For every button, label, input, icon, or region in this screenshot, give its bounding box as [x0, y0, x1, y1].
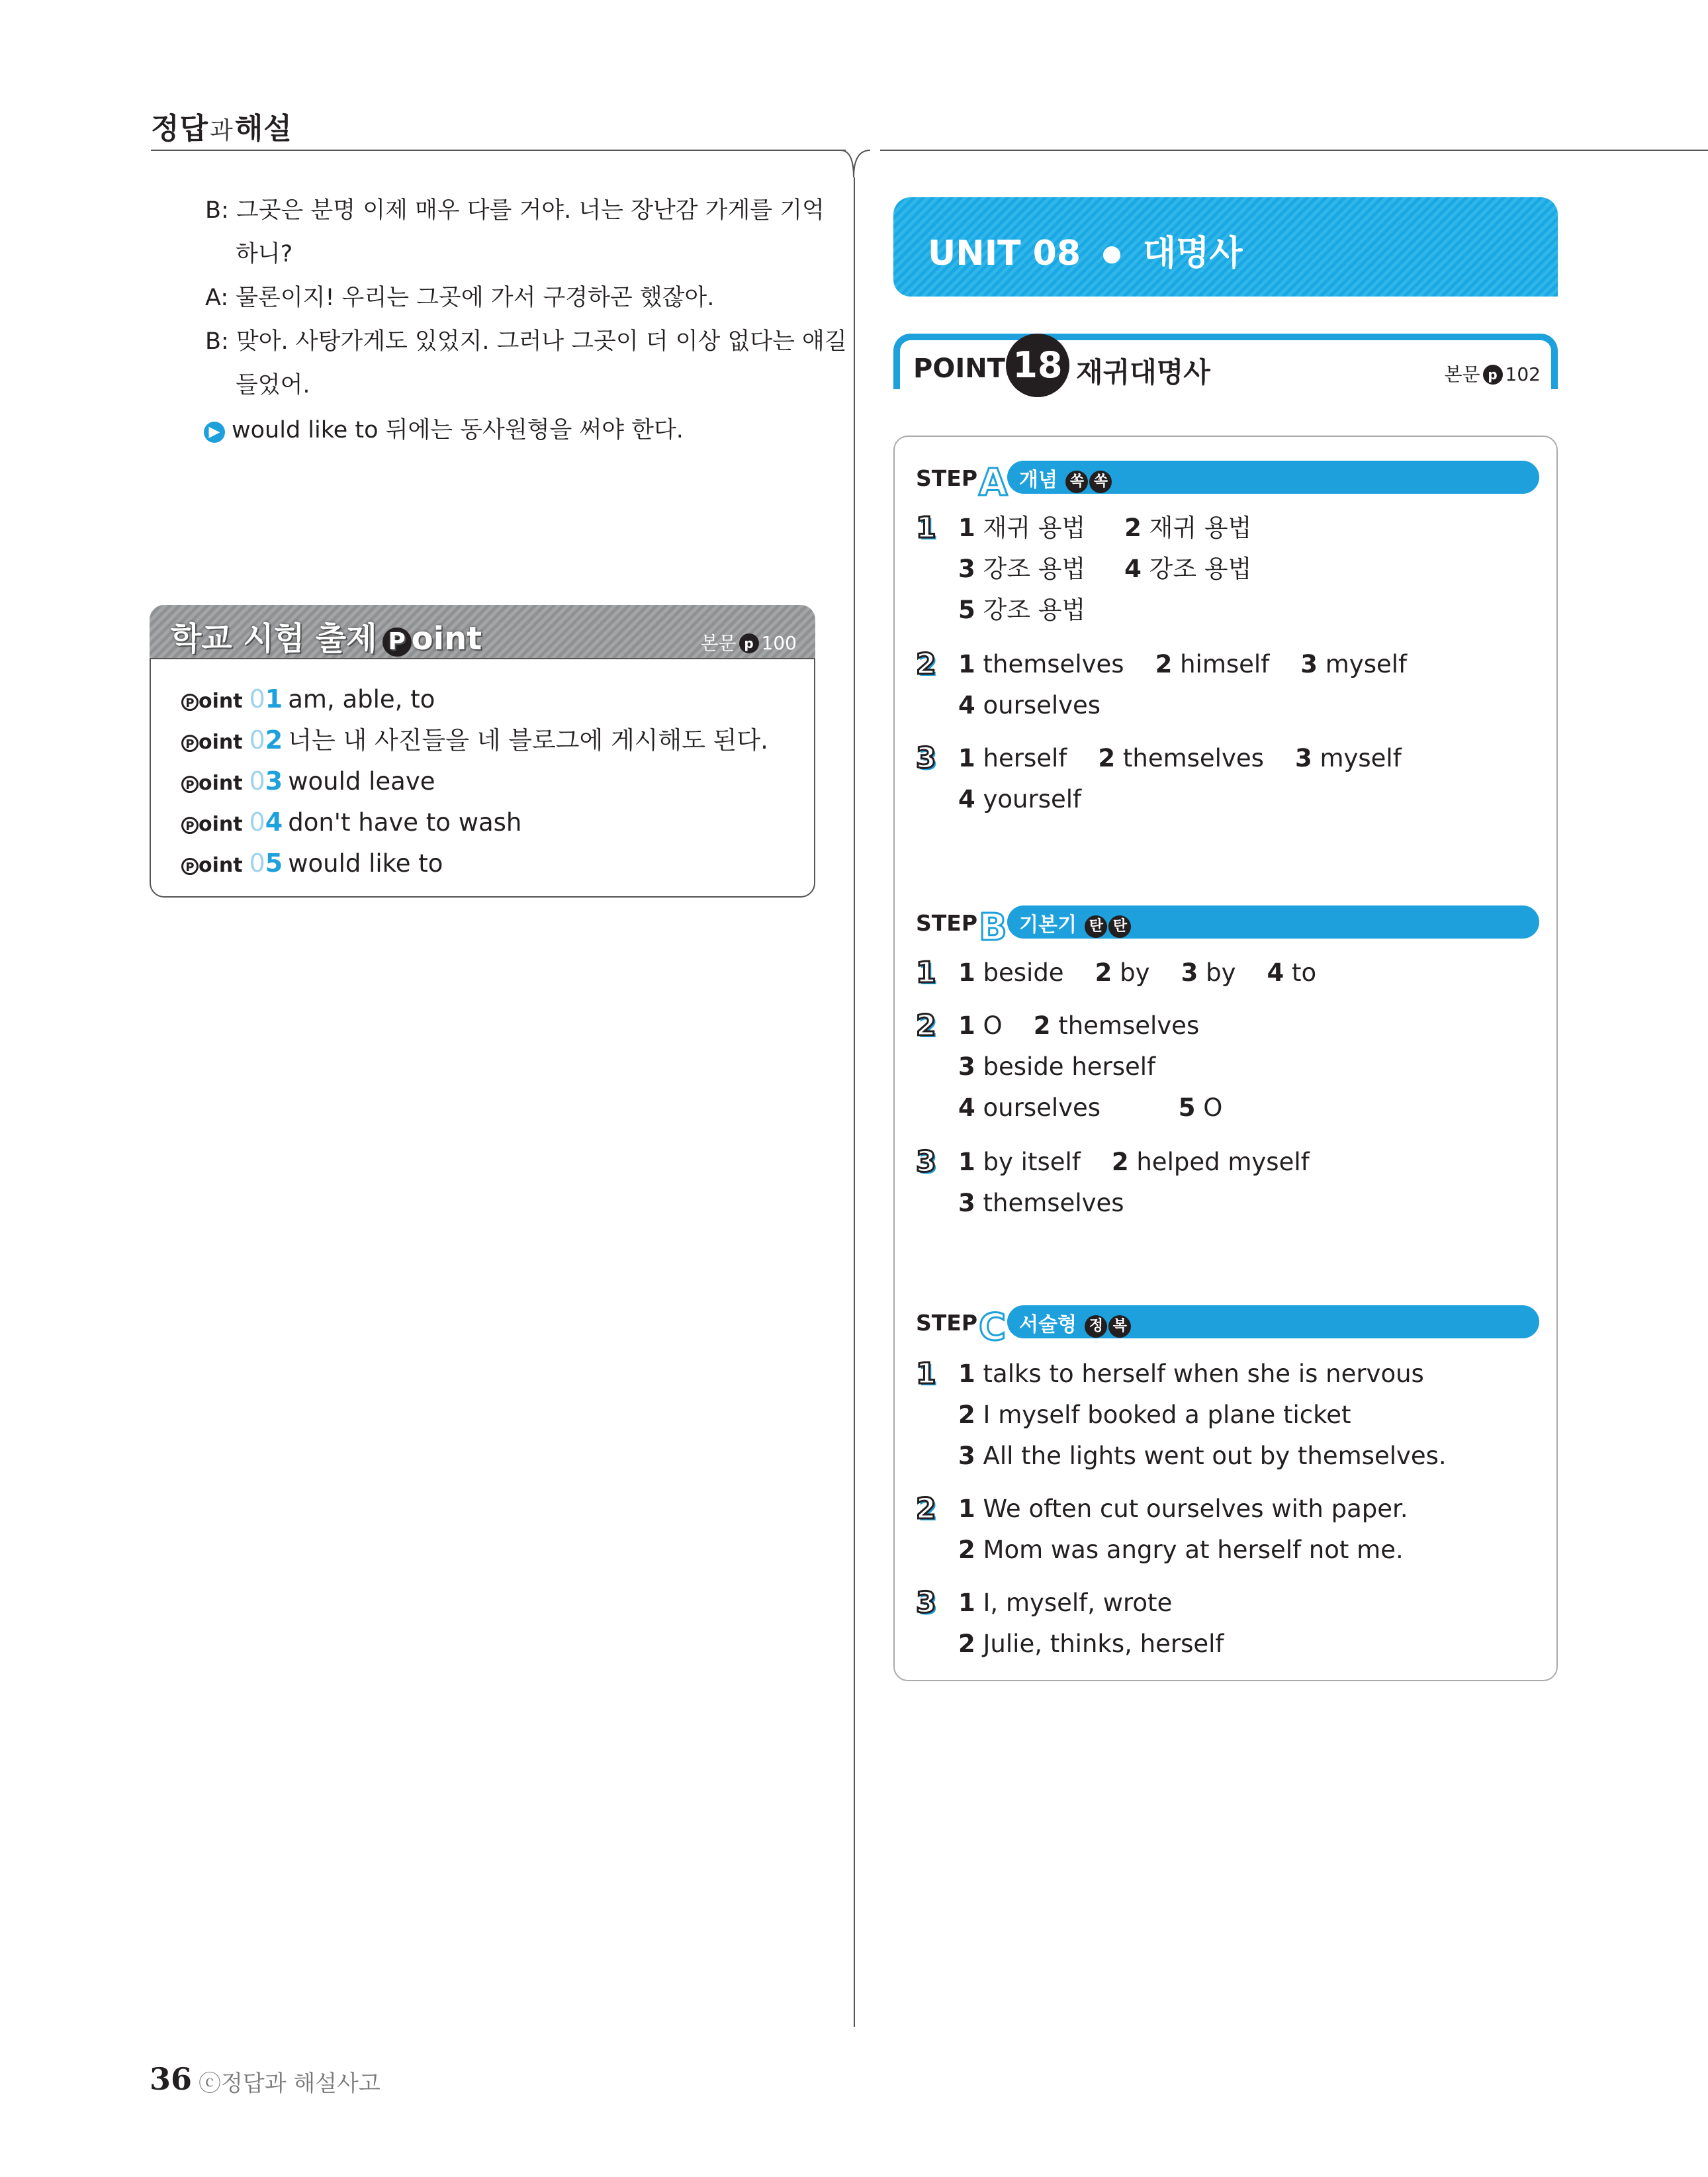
- item-text: O: [1203, 1093, 1223, 1122]
- item-text: by: [1120, 958, 1150, 987]
- item-text: We often cut ourselves with paper.: [983, 1495, 1408, 1523]
- item-text: 강조 용법: [983, 596, 1086, 624]
- unit-title: [928, 225, 1243, 275]
- point-label: [181, 772, 243, 795]
- school-point-row: [181, 766, 435, 798]
- item-text: beside: [983, 958, 1064, 987]
- item-text: themselves: [983, 650, 1124, 678]
- item-num: 1: [958, 1495, 975, 1523]
- question-number: 2: [916, 1009, 936, 1042]
- item-text: himself: [1180, 650, 1270, 678]
- point-label-p: P: [181, 817, 199, 834]
- item-num: 3: [1181, 958, 1198, 987]
- item-num: 3: [958, 1052, 975, 1081]
- item-text: I, myself, wrote: [983, 1589, 1173, 1617]
- item-text: 강조 용법: [1149, 555, 1252, 583]
- point-num: 3: [265, 766, 283, 796]
- point-label-rest: oint: [199, 731, 243, 754]
- dialog-line-2: 하니?: [236, 241, 293, 267]
- point-answer: would leave: [288, 767, 435, 796]
- point-ref: [1444, 360, 1541, 387]
- grammar-tip-text: would like to 뒤에는 동사원형을 써야 한다.: [232, 417, 684, 443]
- step-bubble: 탄: [1085, 915, 1107, 938]
- point-header: [893, 334, 1558, 389]
- item-text: ourselves: [983, 1093, 1101, 1122]
- item-num: 1: [958, 1011, 975, 1040]
- item-text: myself: [1320, 744, 1402, 772]
- step-bubble: 쏙: [1065, 471, 1088, 493]
- item-num: 2: [1098, 744, 1116, 772]
- item-num: 2: [958, 1401, 975, 1429]
- unit-label: UNIT 08: [928, 234, 1081, 273]
- step-bubble: 정: [1085, 1315, 1107, 1338]
- question-number: 3: [916, 1586, 936, 1620]
- top-rule-right: [880, 150, 1708, 151]
- step-word: STEP: [916, 1310, 978, 1336]
- item-text: O: [983, 1011, 1003, 1040]
- item-num: 1: [958, 650, 975, 678]
- answer-line: [958, 1052, 1155, 1082]
- point-label-rest: oint: [199, 854, 243, 877]
- point-num-zero: 0: [249, 725, 265, 755]
- step-bar-text: [1019, 463, 1112, 493]
- top-rule-left: [151, 150, 846, 151]
- point-label: [181, 813, 243, 836]
- step-bar-label: 개념: [1019, 469, 1057, 492]
- school-point-row: [181, 808, 521, 839]
- point-answer: would like to: [288, 849, 443, 878]
- item-text: by: [1206, 958, 1236, 987]
- answer-line: [958, 596, 1085, 625]
- step-word: STEP: [916, 465, 978, 491]
- item-text: 재귀 용법: [1149, 514, 1252, 542]
- point-num: 4: [265, 808, 283, 837]
- answer-line: [958, 1401, 1351, 1430]
- page-badge: p: [1483, 365, 1503, 385]
- answer-line: [958, 744, 1402, 773]
- point-label-p: P: [181, 735, 199, 752]
- header-title-b: 해설: [234, 112, 292, 146]
- question-number: 2: [916, 1492, 936, 1526]
- point-label-p: P: [181, 776, 199, 793]
- step-bar-label: 서술형: [1019, 1313, 1077, 1336]
- school-point-row: [181, 849, 443, 880]
- question-number: 3: [916, 1145, 936, 1179]
- step-a-label: [916, 461, 1008, 504]
- dialog-line-4: B: 맞아. 사탕가게도 있었지. 그러나 그곳이 더 이상 없다는 얘길: [205, 328, 847, 355]
- step-c-bar: [1007, 1305, 1539, 1338]
- item-num: 1: [958, 514, 975, 542]
- answer-line: [958, 1442, 1447, 1471]
- item-text: to: [1292, 958, 1317, 987]
- point-num: 2: [265, 725, 283, 755]
- item-text: ourselves: [983, 691, 1101, 719]
- ref-page: 100: [761, 632, 797, 654]
- point-label-rest: oint: [199, 813, 243, 836]
- answer-line: [958, 1011, 1199, 1041]
- answer-line: [958, 785, 1081, 814]
- unit-banner: [893, 197, 1558, 297]
- answer-line: [958, 555, 1251, 584]
- point-label: [181, 854, 243, 877]
- answer-line: [958, 1360, 1424, 1389]
- grammar-tip: [204, 416, 684, 445]
- item-num: 1: [958, 744, 975, 772]
- step-word: STEP: [916, 910, 978, 936]
- item-num: 2: [958, 1630, 975, 1658]
- unit-topic: 대명사: [1142, 234, 1243, 273]
- item-text: themselves: [1058, 1011, 1200, 1040]
- column-divider-arc: [840, 150, 887, 189]
- column-divider: [854, 177, 855, 2027]
- item-num: 1: [958, 958, 975, 987]
- answer-line: [958, 1189, 1124, 1218]
- question-number: 1: [916, 511, 936, 545]
- item-text: I myself booked a plane ticket: [983, 1401, 1351, 1429]
- point-label-rest: oint: [199, 772, 243, 795]
- item-text: myself: [1325, 650, 1408, 678]
- point-answer: don't have to wash: [288, 808, 522, 837]
- point-word: POINT: [913, 353, 1005, 384]
- ref-page: 102: [1505, 363, 1541, 385]
- answer-line: [958, 650, 1407, 679]
- item-num: 4: [1124, 555, 1142, 583]
- item-num: 3: [1294, 744, 1312, 772]
- page-number: 36: [150, 2061, 193, 2097]
- item-num: 2: [1124, 514, 1142, 542]
- item-text: 재귀 용법: [983, 514, 1086, 542]
- point-num-zero: 0: [249, 808, 265, 837]
- copyright: ⓒ정답과 해설사고: [199, 2070, 381, 2097]
- step-bar-text: [1019, 908, 1131, 938]
- item-num: 2: [1033, 1011, 1051, 1040]
- school-exam-point-body: [150, 658, 815, 898]
- school-exam-point-title-rest: oint: [411, 620, 482, 657]
- step-b-label: [916, 906, 1007, 949]
- point-label-rest: oint: [199, 690, 243, 713]
- point-label: [181, 690, 243, 713]
- item-num: 3: [1300, 650, 1318, 678]
- answer-line: [958, 1536, 1404, 1565]
- point-label-p: P: [181, 858, 199, 875]
- item-num: 4: [958, 785, 975, 813]
- step-letter: A: [979, 461, 1008, 504]
- step-a-bar: [1007, 461, 1539, 494]
- point-p-badge: P: [382, 627, 412, 657]
- header-title-a: 정답: [151, 112, 209, 146]
- step-letter: C: [979, 1306, 1007, 1349]
- answer-line: [958, 958, 1316, 988]
- answer-line: [958, 1495, 1408, 1524]
- step-bubble: 복: [1108, 1315, 1131, 1338]
- answer-line: [958, 1589, 1172, 1618]
- point-num-zero: 0: [249, 849, 265, 878]
- item-num: 3: [958, 1442, 975, 1470]
- point-answer: 너는 내 사진들을 네 블로그에 게시해도 된다.: [288, 726, 768, 755]
- item-num: 1: [958, 1148, 975, 1176]
- item-num: 5: [1178, 1093, 1196, 1122]
- item-text: talks to herself when she is nervous: [983, 1360, 1424, 1388]
- point-label: [181, 731, 243, 754]
- point-label-p: P: [181, 694, 199, 711]
- item-num: 3: [958, 1189, 975, 1217]
- point-number-badge: 18: [1006, 334, 1069, 397]
- item-text: by itself: [983, 1148, 1081, 1176]
- item-text: beside herself: [983, 1052, 1156, 1081]
- item-num: 2: [958, 1536, 975, 1564]
- page-header-title: [151, 105, 292, 147]
- school-point-row: [181, 684, 435, 716]
- question-number: 3: [916, 741, 936, 775]
- step-b-bar: [1007, 905, 1539, 939]
- dialog-line-3: A: 물론이지! 우리는 그곳에 가서 구경하곤 했잖아.: [205, 285, 715, 311]
- arrow-right-icon: ▶: [204, 422, 225, 443]
- header-title-mid: 과: [210, 117, 234, 144]
- item-num: 4: [1267, 958, 1284, 987]
- item-num: 4: [958, 691, 975, 719]
- school-exam-point-ref: [700, 629, 797, 655]
- ref-text: 본문: [1444, 363, 1480, 385]
- answer-line: [958, 1148, 1310, 1177]
- step-bar-text: [1019, 1308, 1131, 1338]
- step-bubble: 탄: [1108, 915, 1131, 938]
- question-number: 1: [916, 956, 936, 990]
- answer-line: [958, 1630, 1224, 1659]
- answer-line: [958, 691, 1101, 720]
- item-num: 1: [958, 1589, 975, 1617]
- point-title: 재귀대명사: [1076, 356, 1210, 389]
- page-badge: p: [739, 633, 759, 653]
- item-num: 3: [958, 555, 975, 583]
- unit-bullet: ●: [1102, 240, 1122, 267]
- item-text: herself: [983, 744, 1067, 772]
- item-text: 강조 용법: [983, 555, 1086, 583]
- point-num-zero: 0: [249, 684, 265, 714]
- item-num: 5: [958, 596, 975, 624]
- item-text: yourself: [983, 785, 1082, 813]
- school-exam-point-title: [171, 613, 482, 659]
- answer-line: [958, 514, 1251, 543]
- dialog-line-5: 들었어.: [236, 372, 310, 398]
- item-num: 2: [1095, 958, 1112, 987]
- step-letter: B: [979, 906, 1007, 949]
- point-answer: am, able, to: [288, 685, 435, 714]
- school-exam-point-box: [150, 605, 815, 898]
- item-text: themselves: [1122, 744, 1264, 772]
- item-num: 1: [958, 1360, 975, 1388]
- school-exam-point-title-text: 학교 시험 출제: [171, 620, 377, 657]
- step-bubble: 쏙: [1089, 471, 1112, 493]
- step-c-label: [916, 1306, 1007, 1349]
- school-exam-point-header: [150, 605, 815, 661]
- step-bar-label: 기본기: [1019, 913, 1077, 937]
- item-text: Mom was angry at herself not me.: [983, 1536, 1404, 1564]
- point-num: 1: [265, 684, 283, 714]
- point-num-zero: 0: [249, 766, 265, 796]
- item-text: helped myself: [1136, 1148, 1310, 1176]
- point-num: 5: [265, 849, 283, 878]
- item-num: 4: [958, 1093, 975, 1122]
- answer-line: [958, 1093, 1222, 1123]
- ref-text: 본문: [700, 632, 737, 654]
- item-text: Julie, thinks, herself: [983, 1630, 1224, 1658]
- school-point-row: [181, 725, 768, 757]
- item-text: All the lights went out by themselves.: [983, 1442, 1447, 1470]
- question-number: 2: [916, 647, 936, 681]
- question-number: 1: [916, 1357, 936, 1391]
- item-num: 2: [1155, 650, 1173, 678]
- item-num: 2: [1111, 1148, 1129, 1176]
- dialog-line-1: B: 그곳은 분명 이제 매우 다를 거야. 너는 장난감 가게를 기억: [205, 197, 825, 224]
- item-text: themselves: [983, 1189, 1124, 1217]
